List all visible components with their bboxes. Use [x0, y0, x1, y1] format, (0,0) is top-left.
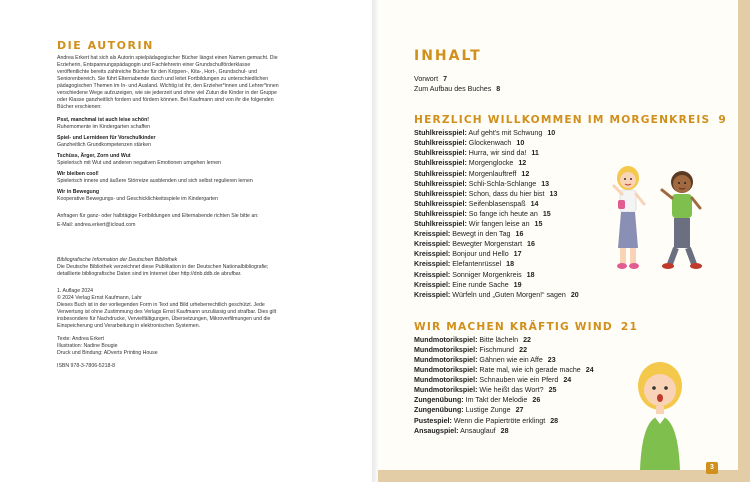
- contact-email: E-Mail: andrea.erkert@icloud.com: [57, 222, 136, 228]
- toc-entry[interactable]: Stuhlkreisspiel: Wir fangen leise an 15: [414, 220, 543, 229]
- toc-entry[interactable]: Stuhlkreisspiel: Morgenglocke 12: [414, 159, 527, 168]
- biblio-text: Die Deutsche Bibliothek verzeichnet diese Publikation in der Deutschen Nationalbibliografie; detaillierte bibliografische Daten sind im Internet über http://dnb.ddb.de abrufbar.: [57, 264, 269, 277]
- children-illustration: [598, 160, 718, 275]
- book-item: [57, 135, 279, 149]
- toc-entry[interactable]: Kreisspiel: Bewegter Morgenstart 16: [414, 240, 535, 249]
- book-title: Spiel- und Lernideen für Vorschulkinder: [57, 135, 156, 141]
- page-number: 3: [706, 462, 718, 474]
- toc-title: INHALT: [414, 48, 482, 64]
- toc-entry[interactable]: Mundmotorikspiel: Wie heißt das Wort? 25: [414, 386, 557, 395]
- book-description: Spielerisch innere und äußere Störreize ausblenden und sich selbst regulieren lernen: [57, 178, 253, 184]
- book-description: Ruhemomente im Kindergarten schaffen: [57, 124, 151, 130]
- toc-entry[interactable]: Stuhlkreisspiel: Auf geht's mit Schwung 10: [414, 129, 556, 138]
- author-heading: DIE AUTORIN: [57, 39, 154, 52]
- illustration-credit: Illustration: Nadine Bougie: [57, 343, 118, 349]
- section-title[interactable]: HERZLICH WILLKOMMEN IM MORGENKREIS 9: [414, 114, 727, 127]
- toc-entry[interactable]: Stuhlkreisspiel: Glockenwach 10: [414, 139, 525, 148]
- toc-entry[interactable]: Ansaugspiel: Ansauglauf 28: [414, 426, 509, 435]
- left-page: [0, 0, 372, 482]
- book-item: [57, 153, 279, 167]
- toc-entry[interactable]: Stuhlkreisspiel: So fange ich heute an 15: [414, 209, 551, 218]
- toc-entry[interactable]: Mundmotorikspiel: Fischmund 22: [414, 345, 528, 354]
- book-title: Wir in Bewegung: [57, 189, 100, 195]
- toc-entry[interactable]: Mundmotorikspiel: Rate mal, wie ich gerade mache 24: [414, 366, 594, 375]
- toc-entry[interactable]: Kreisspiel: Würfeln und „Guten Morgen!“ sagen 20: [414, 290, 579, 299]
- imprint-column: [57, 39, 279, 370]
- toc-entry[interactable]: Kreisspiel: Sonniger Morgenkreis 18: [414, 270, 535, 279]
- book-description: Kooperative Bewegungs- und Geschicklichkeitsspiele im Kindergarten: [57, 196, 218, 202]
- book-description: Spielerisch mit Wut und anderen negativen Emotionen umgehen lernen: [57, 160, 221, 166]
- book-title: Tschüss, Ärger, Zorn und Wut: [57, 153, 131, 159]
- rights-text: Dieses Buch ist in der vorliegenden Form in Text und Bild urheberrechtlich geschützt. Jede Verwertung ist ohne Zustimmung des Verlags Ernst Kaufmann unzulässig und strafbar. Dies gilt insbesondere für Nachdrucke, Vervielfältigungen, Übersetzungen, Mikroverfilmungen und die Einspeicherung und Verarbeitung in elektronischen Systemen.: [57, 302, 277, 329]
- author-bio: Andrea Erkert hat sich als Autorin spielpädagogischer Bücher längst einen Namen gemacht. Die Erzieherin, Entspannungspädagogin und Fachlehrerin einer Grundschulförderklasse veröffentlichte bereits zahlreiche Bücher für den Krippen-, Kita-, Hort-, Grundschul- und Seniorenbereich. Sie führt Elternabende durch und leitet Fortbildungen zu unterschiedlichen pädagogischen Themen im In- und Ausland. Wichtig ist ihr, den Erzieher*innen und Lehrer*innen verschiedene Wege aufzuzeigen, wie sie jederzeit und ohne viel Zutun die Kinder in der Gruppe oder Klasse ganzheitlich fordern und fördern können. Bei Kaufmann sind von ihr die folgenden Bücher erschienen:: [57, 55, 279, 110]
- isbn-text: ISBN 978-3-7806-5218-8: [57, 363, 115, 369]
- toc-entry[interactable]: Zungenübung: Im Takt der Melodie 26: [414, 396, 541, 405]
- toc-entry[interactable]: Kreisspiel: Bewegt in den Tag 16: [414, 230, 524, 239]
- toc-entry[interactable]: Kreisspiel: Eine runde Sache 19: [414, 280, 522, 289]
- toc-entry[interactable]: Stuhlkreisspiel: Morgenlauftreff 12: [414, 169, 530, 178]
- book-description: Ganzheitlich Grundkompetenzen stärken: [57, 142, 152, 148]
- book-item: [57, 117, 279, 131]
- book-title: Psst, manchmal ist auch leise schön!: [57, 117, 149, 123]
- book-title: Wir bleiben cool!: [57, 171, 99, 177]
- toc-entry[interactable]: Mundmotorikspiel: Bitte lächeln 22: [414, 335, 531, 344]
- section-title[interactable]: WIR MACHEN KRÄFTIG WIND 21: [414, 320, 639, 333]
- toc-entry[interactable]: Mundmotorikspiel: Gähnen wie ein Affe 23: [414, 355, 556, 364]
- edition-text: 1. Auflage 2024: [57, 288, 94, 294]
- toc-entry[interactable]: Pustespiel: Wenn die Papiertröte erklingt 28: [414, 416, 559, 425]
- toc-entry[interactable]: Zungenübung: Lustige Zunge 27: [414, 406, 524, 415]
- toc-entry[interactable]: Kreisspiel: Bonjour und Hello 17: [414, 250, 522, 259]
- print-credit: Druck und Bindung: ADverts Printing House: [57, 350, 158, 356]
- toc-entry[interactable]: Zum Aufbau des Buches 8: [414, 85, 501, 94]
- boy-figure: [662, 171, 702, 269]
- toc-entry[interactable]: Stuhlkreisspiel: Schon, dass du hier bist 13: [414, 189, 558, 198]
- copyright-text: © 2024 Verlag Ernst Kaufmann, Lahr: [57, 295, 142, 301]
- contact-text: Anfragen für ganz- oder halbtägige Fortbildungen und Elternabende richten Sie bitte an:: [57, 213, 259, 219]
- toc-entry[interactable]: Stuhlkreisspiel: Schli-Schla-Schlange 13: [414, 179, 550, 188]
- biblio-title: Bibliografische Information der Deutschen Bibliothek: [57, 257, 178, 263]
- toc-entry[interactable]: Stuhlkreisspiel: Seifenblasenspaß 14: [414, 199, 539, 208]
- toc-page: [378, 0, 738, 470]
- text-credit: Texte: Andrea Erkert: [57, 336, 104, 342]
- right-page: [378, 0, 750, 482]
- toc-entry[interactable]: Kreisspiel: Elefantenrüssel 18: [414, 260, 515, 269]
- girl-figure: [614, 166, 644, 269]
- book-item: [57, 171, 279, 185]
- toc-entry[interactable]: Vorwort 7: [414, 75, 448, 83]
- toc-entry[interactable]: Mundmotorikspiel: Schnauben wie ein Pferd 24: [414, 376, 572, 385]
- book-item: [57, 189, 279, 203]
- surprised-child-illustration: [630, 358, 690, 470]
- toc-entry[interactable]: Stuhlkreisspiel: Hurra, wir sind da! 11: [414, 149, 539, 158]
